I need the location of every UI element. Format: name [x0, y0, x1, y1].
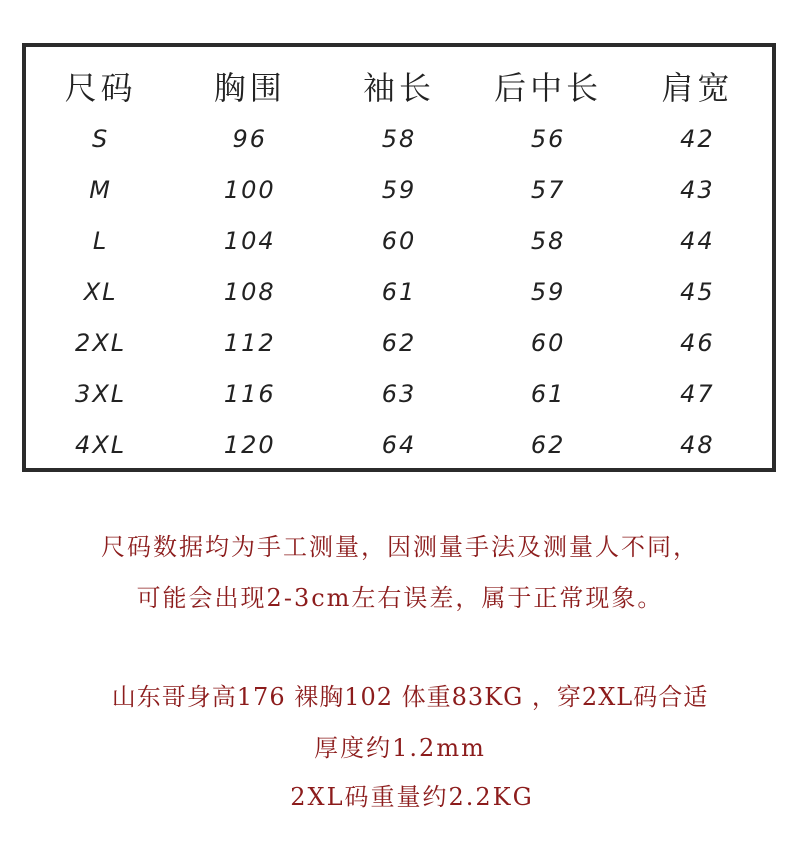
cell-back-length: 57 [530, 175, 566, 204]
cell-sleeve: 60 [381, 226, 417, 255]
cell-size: 2XL [75, 328, 127, 357]
cell-sleeve: 58 [381, 124, 417, 153]
cell-back-length: 61 [530, 379, 566, 408]
header-shoulder-width: 肩宽 [661, 69, 734, 107]
header-chest: 胸围 [213, 69, 286, 107]
table-row [26, 113, 772, 164]
cell-size: XL [83, 277, 118, 306]
cell-sleeve: 61 [381, 277, 417, 306]
header-back-length: 后中长 [494, 69, 603, 107]
thickness-note: 厚度约1.2mm [314, 734, 486, 762]
cell-shoulder: 45 [680, 277, 715, 306]
measurement-note-line-2: 可能会出现2-3cm左右误差，属于正常现象。 [136, 584, 664, 612]
cell-shoulder: 47 [680, 379, 715, 408]
cell-sleeve: 64 [381, 430, 417, 459]
table-row [26, 317, 772, 368]
cell-sleeve: 63 [381, 379, 417, 408]
cell-chest: 100 [223, 175, 276, 204]
cell-shoulder: 42 [680, 124, 715, 153]
cell-sleeve: 59 [381, 175, 417, 204]
table-row [26, 266, 772, 317]
table-row [26, 215, 772, 266]
size-chart-frame [22, 43, 776, 472]
cell-chest: 120 [223, 430, 276, 459]
cell-size: 3XL [75, 379, 127, 408]
table-row [26, 164, 772, 215]
cell-shoulder: 43 [680, 175, 715, 204]
cell-size: S [91, 124, 110, 153]
cell-shoulder: 46 [680, 328, 715, 357]
header-size: 尺码 [64, 69, 137, 107]
cell-chest: 112 [223, 328, 276, 357]
cell-size: L [92, 226, 109, 255]
cell-back-length: 59 [530, 277, 566, 306]
weight-note: 2XL码重量约2.2KG [290, 783, 534, 811]
model-fit-note: 山东哥身高176 裸胸102 体重83KG ，穿2XL码合适 [111, 683, 709, 711]
size-chart-table [26, 59, 772, 470]
cell-back-length: 60 [530, 328, 566, 357]
table-row [26, 419, 772, 470]
cell-back-length: 58 [530, 226, 566, 255]
cell-back-length: 62 [530, 430, 566, 459]
table-header-row [26, 59, 772, 113]
cell-chest: 104 [223, 226, 276, 255]
cell-chest: 108 [223, 277, 276, 306]
cell-chest: 96 [232, 124, 268, 153]
table-row [26, 368, 772, 419]
cell-size: 4XL [75, 430, 127, 459]
cell-size: M [89, 175, 112, 204]
cell-sleeve: 62 [381, 328, 417, 357]
cell-back-length: 56 [530, 124, 566, 153]
cell-chest: 116 [223, 379, 276, 408]
cell-shoulder: 44 [680, 226, 715, 255]
measurement-note-line-1: 尺码数据均为手工测量，因测量手法及测量人不同， [101, 533, 699, 561]
header-sleeve-length: 袖长 [362, 69, 435, 107]
cell-shoulder: 48 [680, 430, 715, 459]
